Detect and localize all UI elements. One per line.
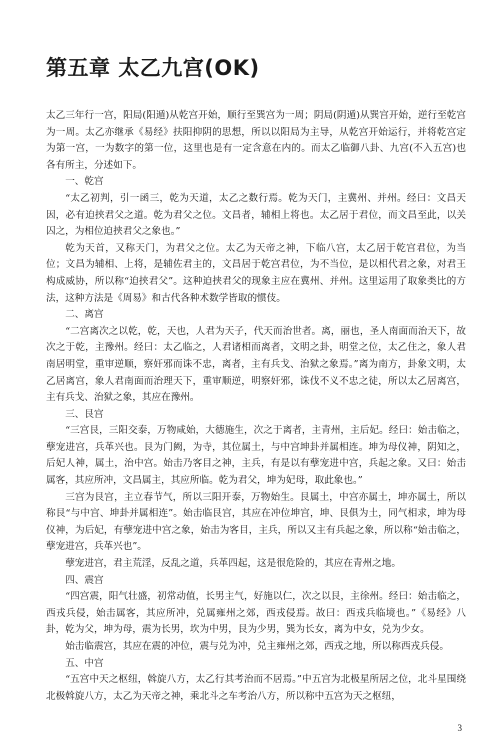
paragraph: “三宫艮，三阳交泰，万物咸始，大德施生，次之于离者，主青州，主后妃。经曰：始击临之，孽宠进宫，兵革兴也。艮为门阙，为寺，其位属土，与中宫坤卦并属相连。坤为母仪神，阴知之，后妃人神，属土，治中宫。始击乃客目之神，主兵，有是以有孽宠进中宫，兵起之象。又曰：始击属客，其应所冲，文昌属主，其应所临。乾为君父，坤为妃母，取此象也。”	[46, 425, 466, 487]
paragraph: 始击临震宫，其应在震的冲位，震与兑为冲，兑主雍州之郊，西戎之地，所以称西戎兵侵。	[65, 641, 449, 652]
paragraph: “四宫震，阳气壮盛，初常动值，长男主气，好施以仁，次之以艮，主徐州。经曰：始击临之，西戎兵侵，始击属客，其应所冲，兑属雍州之郊，西戎侵焉。故曰：西戎兵临境也。”《易经》八卦，乾为父，坤为母，震为长男，坎为中男，艮为少男，巽为长女，离为中女，兑为少女。	[46, 591, 466, 636]
page-number: 3	[457, 723, 462, 733]
paragraph: 乾为天首，又称天门，为君父之位。太乙为天帝之神，下临八宫，太乙居于乾宫君位，为当位；文昌为辅相、上将，是辅佐君主的，文昌居于乾宫君位，为不当位，是以相代君之象，对君王构成威协，所以称“迫挟君父”。这种迫挟君父的现象主应在冀州、并州。这里运用了取象类比的方法，这种方法是《周易》和古代各种术数学皆取的惯伎。	[46, 242, 466, 304]
paragraph: “二宫离次之以乾，乾，天也，人君为天子，代天而治世者。离，丽也，圣人南面而治天下，故次之于乾，主豫州。经曰：太乙临之，人君诸相而离者，文明之卦，明堂之位，太乙住之，象人君南居明堂，重审逆顺，察奸邪而诛不忠，离者，主有兵戈、治狱之象焉。”离为南方，卦象文明，太乙居离宫，象人君南面而治理天下，重审顺逆，明察奸邪，诛伐不义不忠之徒，所以太乙居离宫，主有兵戈、治狱之象，其应在豫州。	[46, 325, 466, 404]
section-heading: 二、离宫	[65, 309, 104, 321]
paragraph: 三宫为艮宫，主立春节气，所以三阳开泰，万物始生。艮属土，中宫亦属土，坤亦属土，所以称艮“与中宫、坤卦并属相连”。始击临艮宫，其应在冲位坤宫，坤、艮俱为土，同气相求，坤为母仪神，为后妃，有孽宠进中宫之象，始击为客目，主兵，所以又主有兵起之象，所以称“始击临之，孽宠进宫，兵革兴也”。	[46, 491, 466, 553]
paragraph: 太乙三年行一宫，阳局(阳遁)从乾宫开始，顺行至巽宫为一周；阴局(阴遁)从巽宫开始，逆行至乾宫为一周。太乙亦继承《易经》扶阳抑阴的思想，所以以阳局为主导，从乾宫开始运行，并将乾宫定为第一宫，一为数字的第一位，这里也是有一定含意在内的。而太乙临御八卦、九宫(不入五宫)也各有所主，分述如下。	[46, 110, 466, 171]
section-heading: 一、乾宫	[65, 176, 104, 188]
chapter-title: 第五章 太乙九宫(OK)	[46, 56, 260, 80]
paragraph: “太乙初判，引一函三，乾为天道，太乙之数行焉。乾为天门，主冀州、并州。经曰：文昌天因，必有迫挟君父之道。乾为君父之位。文昌者，辅相上将也。太乙居于君位，而文昌至此，以关囚之，为相位迫挟君父之象也。”	[46, 192, 466, 238]
section-heading: 五、中宫	[65, 657, 104, 669]
section-heading: 四、震宫	[65, 574, 104, 586]
paragraph: 孽宠进宫，君主荒淫，反乱之道，兵革四起，这是很危险的，其应在青州之地。	[65, 558, 401, 570]
chapter-body	[46, 108, 466, 705]
paragraph: “五宫中天之枢纽，斡旋八方，太乙行其考治而不居焉。”中五宫为北极星所居之位，北斗星围绕北极斡旋八方，太乙为天帝之神，乘北斗之车考治八方，所以称中五宫为天之枢纽，	[46, 674, 466, 702]
section-heading: 三、艮宫	[65, 408, 104, 420]
